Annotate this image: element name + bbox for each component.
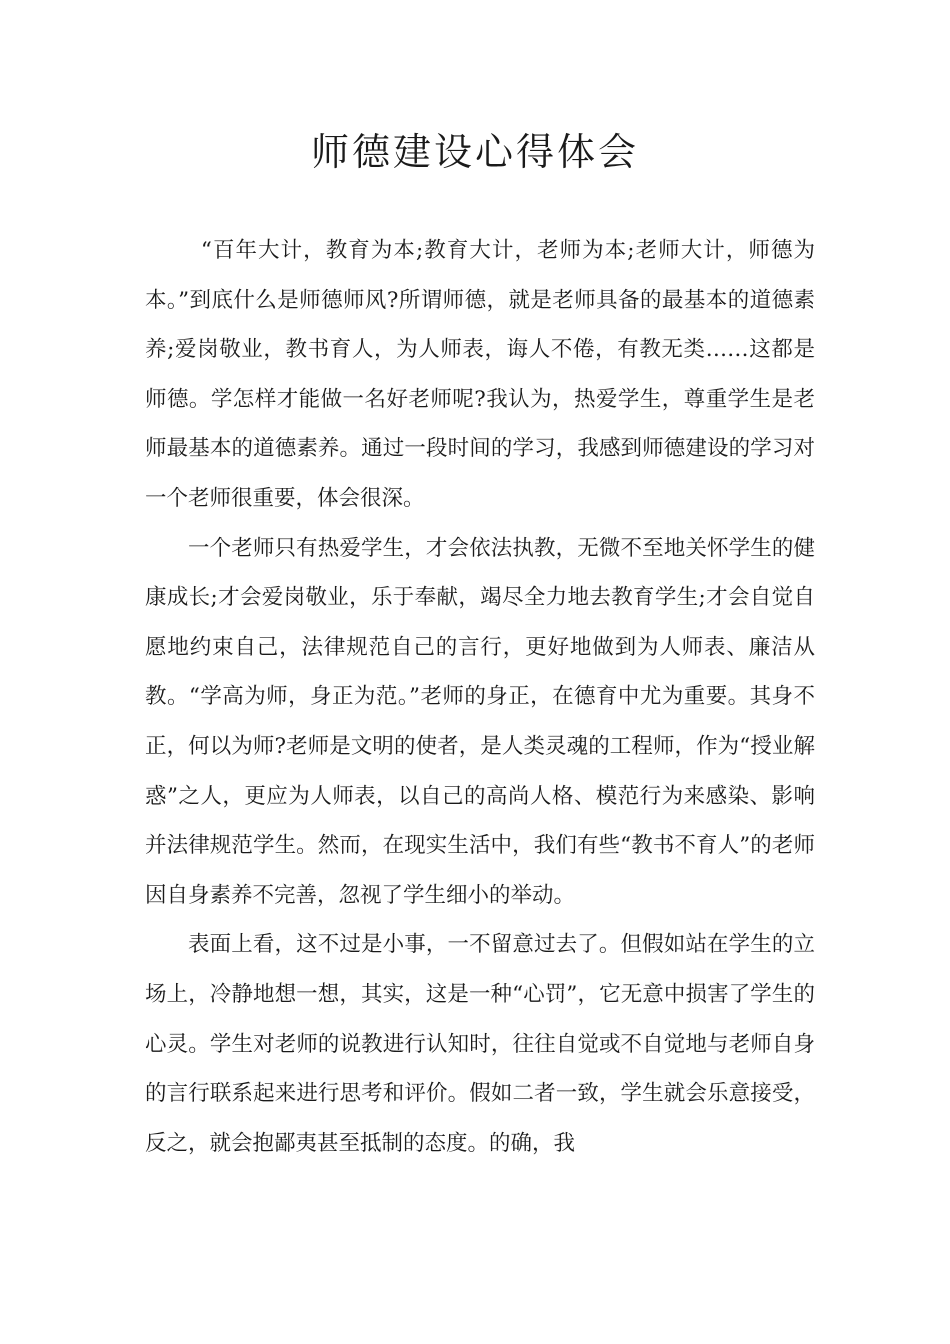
paragraph-3: 表面上看，这不过是小事，一不留意过去了。但假如站在学生的立场上，冷静地想一想，其实，这是一种“心罚”，它无意中损害了学生的心灵。学生对老师的说教进行认知时，往往自觉或不自觉地与老师自身的言行联系起来进行思考和评价。假如二者一致，学生就会乐意接受，反之，就会抱鄙夷甚至抵制的态度。的确，我 (145, 932, 815, 1156)
document-body (145, 226, 815, 1168)
paragraph-2: 一个老师只有热爱学生，才会依法执教，无微不至地关怀学生的健康成长;才会爱岗敬业，乐于奉献，竭尽全力地去教育学生;才会自觉自愿地约束自己，法律规范自己的言行，更好地做到为人师表、廉洁从教。“学高为师，身正为范。”老师的身正，在德育中尤为重要。其身不正，何以为师?老师是文明的使者，是人类灵魂的工程师，作为“授业解惑”之人，更应为人师表，以自己的高尚人格、模范行为来感染、影响并法律规范学生。然而，在现实生活中，我们有些“教书不育人”的老师因自身素养不完善，忽视了学生细小的举动。 (145, 535, 815, 908)
paragraph-1: “百年大计，教育为本;教育大计，老师为本;老师大计，师德为本。”到底什么是师德师风?所谓师德，就是老师具备的最基本的道德素养;爱岗敬业，教书育人，为人师表，诲人不倦，有教无类……这都是师德。学怎样才能做一名好老师呢?我认为，热爱学生，尊重学生是老师最基本的道德素养。通过一段时间的学习，我感到师德建设的学习对一个老师很重要，体会很深。 (145, 238, 815, 511)
document-title: 师德建设心得体会 (310, 130, 639, 174)
